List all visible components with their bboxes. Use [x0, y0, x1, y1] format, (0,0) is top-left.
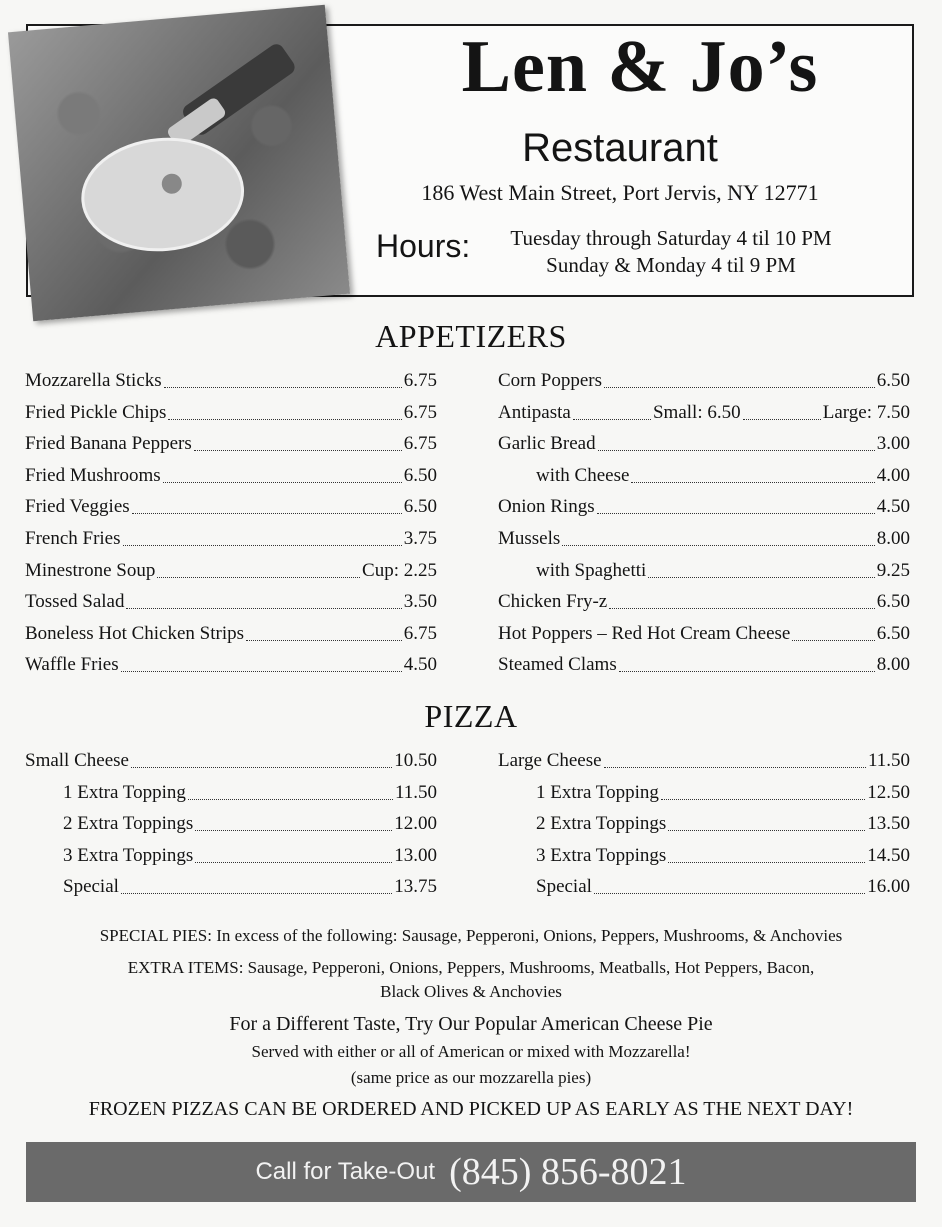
menu-item-price: 10.50 [394, 750, 437, 771]
menu-item-price: Large: 7.50 [822, 401, 911, 423]
menu-item-name: with Cheese [536, 464, 630, 486]
takeout-label: Call for Take-Out [255, 1158, 436, 1185]
menu-item-row [25, 591, 437, 615]
menu-item-price: 6.75 [403, 433, 437, 455]
dot-leader [598, 449, 875, 451]
dot-leader [195, 829, 392, 831]
address: 186 West Main Street, Port Jervis, NY 12771 [421, 180, 819, 205]
extra-items-line-2: Black Olives & Anchovies [380, 982, 562, 1001]
menu-item-row [536, 813, 910, 837]
menu-item-row [498, 528, 910, 552]
menu-item-row [536, 465, 910, 489]
dot-leader [668, 861, 865, 863]
menu-item-name: 3 Extra Toppings [536, 844, 667, 866]
menu-item-price: 6.50 [876, 591, 910, 613]
dot-leader [163, 481, 402, 483]
menu-item-price: Cup: 2.25 [362, 559, 437, 581]
dot-leader [164, 386, 402, 388]
menu-item-row [536, 876, 910, 900]
menu-item-name: Onion Rings [498, 496, 595, 518]
dot-leader [195, 861, 392, 863]
menu-item-row [498, 591, 910, 615]
restaurant-subtitle: Restaurant [522, 126, 718, 170]
menu-item-price: 6.75 [403, 370, 437, 391]
dot-leader [619, 670, 875, 672]
menu-item-row [498, 433, 910, 457]
pizza-heading: PIZZA [424, 698, 518, 734]
menu-item-price: 3.50 [403, 591, 437, 613]
hours-text [476, 225, 866, 279]
restaurant-name: Len & Jo’s [461, 26, 819, 108]
menu-item-price: 6.75 [403, 401, 437, 423]
menu-item-row [536, 782, 910, 806]
menu-item-name: with Spaghetti [536, 559, 647, 581]
menu-item-name: Small Cheese [25, 750, 129, 771]
menu-item-name: 1 Extra Topping [536, 781, 659, 803]
takeout-banner [26, 1142, 916, 1202]
dot-leader [121, 670, 402, 672]
pizza-cutter-icon [8, 5, 350, 322]
dot-leader [168, 418, 401, 420]
menu-item-row [63, 876, 437, 900]
menu-item-name: Waffle Fries [25, 654, 119, 676]
appetizers-heading: APPETIZERS [375, 318, 567, 354]
menu-item-name: Garlic Bread [498, 433, 596, 455]
menu-item-price: 8.00 [876, 528, 910, 549]
menu-item-row [25, 654, 437, 678]
american-cheese-line-2: Served with either or all of American or mixed with Mozzarella! [251, 1042, 691, 1061]
pizza-cutter-photo [8, 5, 350, 322]
menu-item-name: Mussels [498, 528, 561, 549]
menu-item-name: Chicken Fry-z [498, 591, 608, 613]
hours-line-1: Tuesday through Saturday 4 til 10 PM [510, 226, 832, 250]
menu-item-row [25, 623, 437, 647]
dot-leader [604, 766, 866, 768]
menu-item-row [25, 528, 437, 552]
dot-leader [123, 544, 402, 546]
dot-leader [121, 892, 392, 894]
menu-item-price: 14.50 [867, 844, 910, 866]
hours-line-2: Sunday & Monday 4 til 9 PM [546, 253, 796, 277]
menu-item-row [63, 813, 437, 837]
menu-item-price: 11.50 [867, 750, 910, 771]
extra-items-line-1: EXTRA ITEMS: Sausage, Pepperoni, Onions, Peppers, Mushrooms, Meatballs, Hot Peppers, Bacon, [127, 958, 815, 977]
dot-leader [246, 639, 402, 641]
dot-leader [194, 449, 402, 451]
dot-leader [132, 512, 402, 514]
hours-label: Hours: [376, 228, 471, 264]
menu-item-price-small: Small: 6.50 [652, 401, 741, 423]
menu-item-name: Antipasta [498, 401, 571, 423]
menu-item-row [25, 465, 437, 489]
menu-item-name: Corn Poppers [498, 370, 602, 391]
menu-item-price: 13.00 [394, 844, 437, 866]
dot-leader [573, 418, 651, 420]
menu-item-row [25, 750, 437, 774]
menu-item-row [25, 402, 437, 426]
menu-item-price: 9.25 [876, 559, 910, 581]
dot-leader [594, 892, 865, 894]
dot-leader [131, 766, 392, 768]
menu-item-price: 6.75 [403, 622, 437, 644]
menu-item-row [498, 750, 910, 774]
menu-item-row [498, 370, 910, 394]
dot-leader [792, 639, 874, 641]
american-cheese-line-3: (same price as our mozzarella pies) [350, 1068, 592, 1087]
menu-item-name: 3 Extra Toppings [63, 844, 194, 866]
dot-leader [743, 418, 821, 420]
menu-item-row [63, 845, 437, 869]
menu-item-name: Special [63, 876, 119, 898]
dot-leader [631, 481, 874, 483]
dot-leader [157, 576, 360, 578]
menu-item-price: 4.50 [403, 654, 437, 676]
menu-item-name: Tossed Salad [25, 591, 125, 613]
menu-item-price: 6.50 [403, 464, 437, 486]
menu-item-name: Fried Pickle Chips [25, 401, 167, 423]
menu-item-row [25, 560, 437, 584]
menu-item-price: 11.50 [394, 781, 437, 803]
menu-item-price: 16.00 [867, 876, 910, 898]
menu-item-name: Mozzarella Sticks [25, 370, 162, 391]
menu-item-name: Steamed Clams [498, 654, 617, 676]
menu-item-row [498, 496, 910, 520]
menu-item-name: Hot Poppers – Red Hot Cream Cheese [498, 622, 791, 644]
frozen-pizza-note: FROZEN PIZZAS CAN BE ORDERED AND PICKED UP AS EARLY AS THE NEXT DAY! [88, 1098, 854, 1120]
menu-item-row [25, 370, 437, 394]
menu-item-row [536, 560, 910, 584]
dot-leader [188, 798, 393, 800]
menu-item-name: Boneless Hot Chicken Strips [25, 622, 245, 644]
dot-leader [604, 386, 875, 388]
menu-item-name: French Fries [25, 528, 121, 549]
dot-leader [562, 544, 874, 546]
dot-leader [661, 798, 865, 800]
dot-leader [668, 829, 865, 831]
menu-item-price: 12.50 [867, 781, 910, 803]
menu-item-price: 3.75 [403, 528, 437, 549]
menu-item-price: 6.50 [876, 370, 910, 391]
menu-item-price: 6.50 [403, 496, 437, 518]
menu-item-price: 13.50 [867, 813, 910, 835]
dot-leader [609, 607, 875, 609]
menu-item-name: Fried Banana Peppers [25, 433, 192, 455]
menu-item-name: Minestrone Soup [25, 559, 156, 581]
menu-item-row [25, 433, 437, 457]
dot-leader [648, 576, 874, 578]
menu-item-price: 13.75 [394, 876, 437, 898]
menu-item-price: 8.00 [876, 654, 910, 676]
menu-item-row [498, 623, 910, 647]
menu-item-row [25, 496, 437, 520]
menu-item-row [498, 402, 910, 426]
american-cheese-title: For a Different Taste, Try Our Popular American Cheese Pie [229, 1013, 713, 1035]
menu-item-row [63, 782, 437, 806]
menu-item-price: 6.50 [876, 622, 910, 644]
special-pies-note: SPECIAL PIES: In excess of the following: Sausage, Pepperoni, Onions, Peppers, Mushrooms, & Anchovies [99, 926, 843, 945]
menu-item-name: Special [536, 876, 592, 898]
menu-item-price: 4.50 [876, 496, 910, 518]
menu-item-name: Fried Veggies [25, 496, 130, 518]
menu-item-name: 2 Extra Toppings [536, 813, 667, 835]
menu-item-name: Fried Mushrooms [25, 464, 161, 486]
dot-leader [597, 512, 875, 514]
menu-item-name: 2 Extra Toppings [63, 813, 194, 835]
menu-item-price: 4.00 [876, 464, 910, 486]
menu-item-row [498, 654, 910, 678]
menu-item-name: 1 Extra Topping [63, 781, 186, 803]
dot-leader [126, 607, 401, 609]
menu-item-name: Large Cheese [498, 750, 602, 771]
menu-item-price: 3.00 [876, 433, 910, 455]
menu-item-price: 12.00 [394, 813, 437, 835]
phone-number[interactable]: (845) 856-8021 [449, 1151, 687, 1193]
menu-item-row [536, 845, 910, 869]
